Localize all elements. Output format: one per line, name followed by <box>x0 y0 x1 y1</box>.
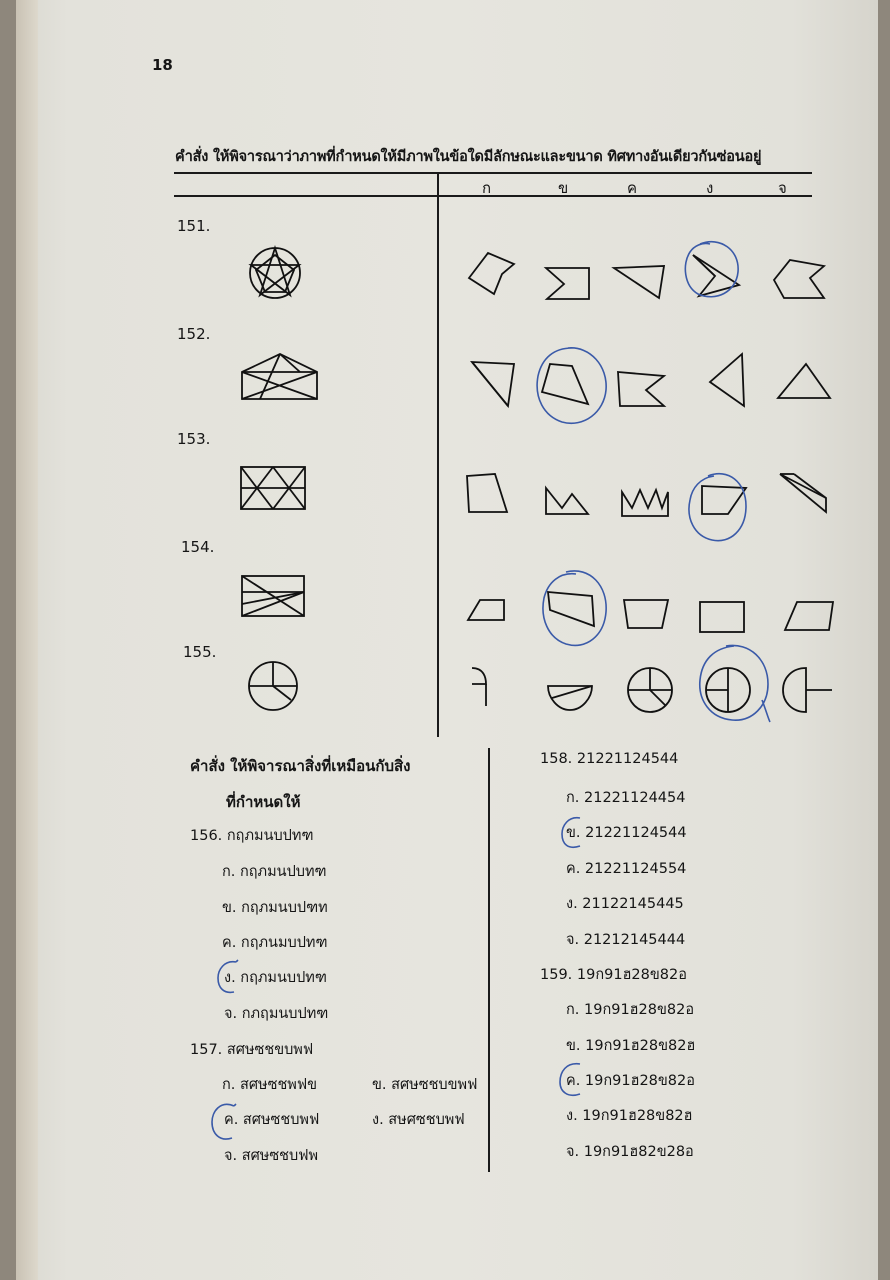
q155-answer-pen-circle <box>692 640 778 726</box>
q159-option-d[interactable]: ง. 19ก91ฮ28ข82ฮ <box>566 1108 693 1124</box>
q153-choice-b[interactable] <box>544 486 592 518</box>
q158-option-b[interactable]: ข. 21221124544 <box>566 825 687 841</box>
part2-instruction-line1: คำสั่ง ให้พิจารณาสิ่งที่เหมือนกับสิ่ง <box>190 757 411 775</box>
question-155-number: 155. <box>183 643 217 661</box>
q158-answer-pen-circle <box>558 814 586 854</box>
q153-choice-e[interactable] <box>776 470 832 516</box>
q151-choice-c[interactable] <box>612 264 668 300</box>
q155-figure <box>247 660 299 712</box>
q159-answer-pen-circle <box>556 1060 586 1102</box>
q157-option-c[interactable]: ค. สศษซชบพฟ <box>224 1112 320 1128</box>
q153-answer-pen-circle <box>684 468 756 548</box>
q154-answer-pen-circle <box>536 566 612 652</box>
choice-header-d: ง <box>706 179 714 197</box>
q157-stem: 157. สศษซชขบพฟ <box>190 1042 314 1058</box>
q158-option-e[interactable]: จ. 21212145444 <box>566 932 686 948</box>
question-153-number: 153. <box>177 430 211 448</box>
page-binding-edge <box>16 0 38 1280</box>
q159-option-c[interactable]: ค. 19ก91ฮ28ข82อ <box>566 1073 695 1089</box>
q157-answer-pen-circle <box>208 1100 242 1146</box>
q151-answer-pen-circle <box>680 238 750 304</box>
q155-choice-e[interactable] <box>780 664 836 716</box>
choice-header-c: ค <box>627 179 638 197</box>
q159-option-e[interactable]: จ. 19ก91ฮ82ข28อ <box>566 1144 694 1160</box>
choice-header-b: ข <box>558 179 569 197</box>
choice-header-a: ก <box>482 179 492 197</box>
q159-option-b[interactable]: ข. 19ก91ฮ28ข82ฮ <box>566 1038 696 1054</box>
question-151-number: 151. <box>177 217 211 235</box>
page-number: 18 <box>152 56 173 74</box>
q151-choice-a[interactable] <box>466 250 518 298</box>
q157-option-a[interactable]: ก. สศษซชพฟข <box>222 1077 318 1093</box>
q156-stem: 156. กฤภมนบปทฑ <box>190 828 314 844</box>
q153-choice-c[interactable] <box>620 486 672 520</box>
q155-choice-b[interactable] <box>546 684 598 714</box>
q152-choice-d[interactable] <box>708 352 748 410</box>
q159-stem: 159. 19ก91ฮ28ข82อ <box>540 967 687 983</box>
q153-choice-a[interactable] <box>465 472 511 516</box>
q154-choice-e[interactable] <box>783 600 835 634</box>
part1-instruction: คำสั่ง ให้พิจารณาว่าภาพที่กำหนดให้มีภาพในข้อใดมีลักษณะและขนาด ทิศทางอันเดียวกันซ่อนอยู่ <box>175 149 762 165</box>
q158-option-c[interactable]: ค. 21221124554 <box>566 861 687 877</box>
q154-choice-d[interactable] <box>698 600 748 634</box>
q156-option-e[interactable]: จ. กภฤมนบปทฑ <box>224 1006 329 1022</box>
q155-choice-c[interactable] <box>624 666 676 716</box>
part2-column-divider <box>488 748 490 1172</box>
q151-choice-b[interactable] <box>544 266 592 302</box>
q156-answer-pen-circle <box>214 958 244 998</box>
q158-option-a[interactable]: ก. 21221124454 <box>566 790 686 806</box>
part2-instruction-line2: ที่กำหนดให้ <box>226 793 301 811</box>
q154-figure <box>240 574 306 618</box>
q155-choice-a[interactable] <box>466 664 494 710</box>
choice-header-e: จ <box>778 179 787 197</box>
q154-choice-c[interactable] <box>622 598 672 632</box>
table-header-rule <box>174 195 812 197</box>
question-154-number: 154. <box>181 538 215 556</box>
q151-choice-e[interactable] <box>772 258 828 302</box>
q156-option-b[interactable]: ข. กฤภมนบปฑท <box>222 900 328 916</box>
q159-option-a[interactable]: ก. 19ก91ฮ28ข82อ <box>566 1002 695 1018</box>
q152-choice-e[interactable] <box>776 362 834 402</box>
q153-figure <box>239 465 307 511</box>
q158-stem: 158. 21221124544 <box>540 751 679 767</box>
table-top-rule <box>174 172 812 174</box>
question-152-number: 152. <box>177 325 211 343</box>
q154-choice-a[interactable] <box>466 598 508 624</box>
q157-option-d[interactable]: ง. สษศซชบพฟ <box>372 1112 465 1128</box>
q152-answer-pen-circle <box>532 342 614 430</box>
q158-option-d[interactable]: ง. 21122145445 <box>566 896 684 912</box>
q156-option-d[interactable]: ง. กฤภมนบปทฑ <box>224 970 327 986</box>
q151-figure <box>248 246 302 300</box>
q156-option-a[interactable]: ก. กฤภมนปบทฑ <box>222 864 327 880</box>
table-divider <box>437 172 439 737</box>
q157-option-e[interactable]: จ. สศษซชบฟพ <box>224 1148 319 1164</box>
q156-option-c[interactable]: ค. กฤภนมบปทฑ <box>222 935 328 951</box>
q152-choice-a[interactable] <box>470 360 520 410</box>
q152-figure <box>240 352 320 402</box>
q157-option-b[interactable]: ข. สศษซชบขพฟ <box>372 1077 478 1093</box>
q152-choice-c[interactable] <box>616 370 668 410</box>
